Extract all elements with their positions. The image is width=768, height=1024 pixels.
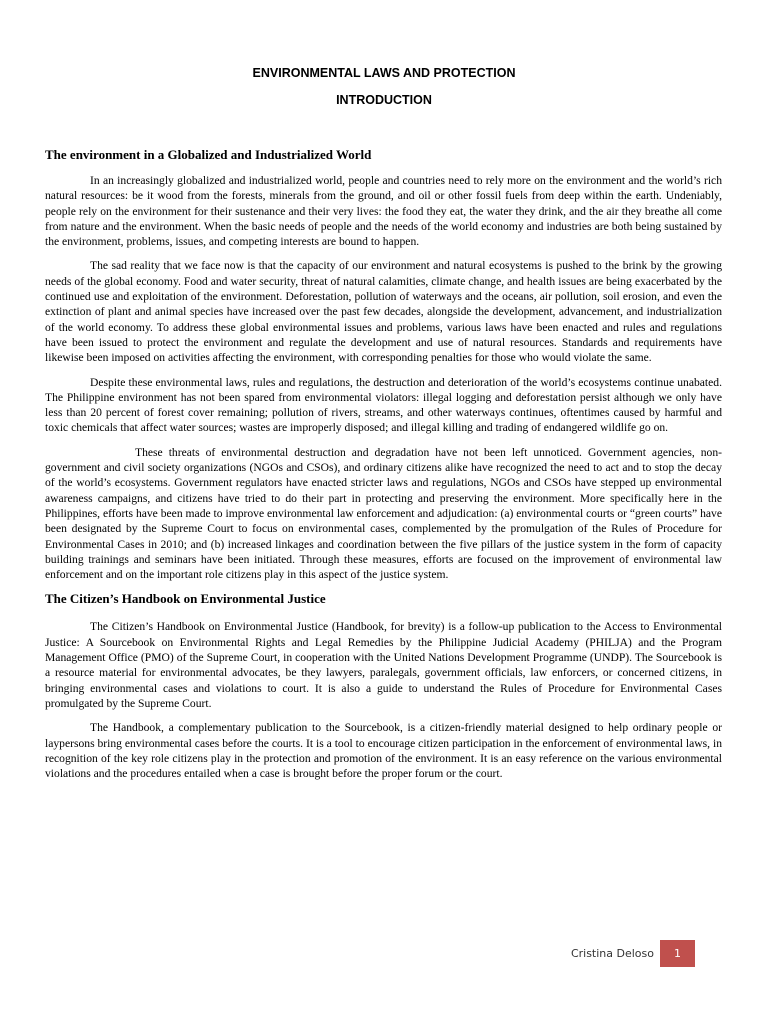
document-body <box>45 147 722 790</box>
section-heading: The Citizen’s Handbook on Environmental Justice <box>45 591 326 607</box>
footer-author: Cristina Deloso <box>570 947 654 960</box>
paragraph: The Handbook, a complementary publication to the Sourcebook, is a citizen-friendly material designed to help ordinary people or laypersons bring environmental cases before the courts. It is a tool to encourage citizen participation in the enforcement of environmental laws, in recognition of the key role citizens play in the protection and promotion of the environment. It is an easy reference on the various environmental violations and the procedures entailed when a case is brought before the proper forum or the court. <box>45 721 722 781</box>
paragraph: These threats of environmental destruction and degradation have not been left unnoticed. Government agencies, non-government and civil society organizations (NGOs and CSOs), and ordinary citizens alike have recognized the need to act and to stop the decay of the world’s ecosystems. Government regulators have enacted stricter laws and regulations, NGOs and CSOs have stepped up environmental awareness campaigns, and citizens have tried to do their part in protecting and preserving the environment. More specifically here in the Philippines, efforts have been made to improve environmental law enforcement and adjudication: (a) environmental courts or “green courts” have been designated by the Supreme Court to focus on environmental cases, complemented by the promulgation of the Rules of Procedure for Environmental Cases in 2010; and (b) increased linkages and coordination between the five pillars of the justice system in the form of capacity building trainings and seminars have been initiated. Through these measures, efforts are focused on the improvement of environmental law enforcement and on the important role citizens play in this aspect of the justice system. <box>45 445 722 582</box>
paragraph: In an increasingly globalized and industrialized world, people and countries need to rely more on the environment and the world’s rich natural resources: be it wood from the forests, minerals from the ground, and oil or other fossil fuels from deep within the earth. Undeniably, people rely on the environment for their sustenance and their very lives: the food they eat, the water they drink, and the air they breathe all come from nature and the environment. When the basic needs of people and the needs of the world economy and industries are both being sustained by the environment, problems, issues, and competing interests are bound to happen. <box>45 174 722 249</box>
paragraph: The sad reality that we face now is that the capacity of our environment and natural ecosystems is pushed to the brink by the growing needs of the global economy. Food and water security, threat of natural calamities, climate change, and health issues are being exacerbated by the continued use and exploitation of the environment. Deforestation, pollution of waterways and the oceans, air pollution, soil erosion, and even the extinction of plant and animal species have increased over the past few decades, alongside the development, advancement, and industrialization of the world economy. To address these global environmental issues and problems, various laws have been enacted and rules and regulations have been issued to protect the environment and regulate the development and use of natural resources. Standards and requirements have likewise been imposed on activities affecting the environment, with corresponding penalties for those who would violate the same. <box>45 259 722 365</box>
page-footer <box>571 940 695 967</box>
paragraph: Despite these environmental laws, rules and regulations, the destruction and deterioration of the world’s ecosystems continue unabated. The Philippine environment has not been spared from environmental violators: illegal logging and deforestation persist although we only have less than 20 percent of forest cover remaining; pollution of rivers, streams, and other waterways continues, oftentimes caused by harmful and toxic chemicals that affect water sources; wastes are improperly disposed; and illegal killing and trading of endangered wildlife go on. <box>45 375 722 435</box>
section-heading: The environment in a Globalized and Industrialized World <box>45 147 372 162</box>
page-number-badge: 1 <box>660 940 695 967</box>
document-title: ENVIRONMENTAL LAWS AND PROTECTION <box>252 66 516 80</box>
paragraph: The Citizen’s Handbook on Environmental Justice (Handbook, for brevity) is a follow-up publication to the Access to Environmental Justice: A Sourcebook on Environmental Rights and Legal Remedies by the Philippine Judicial Academy (PHILJA) and the Program Management Office (PMO) of the Supreme Court, in cooperation with the United Nations Development Programme (UNDP). The Sourcebook is a resource material for environmental advocates, be they lawyers, paralegals, government officials, law enforcers, or concerned citizens, in bringing environmental cases and violations to court. It is also a guide to understand the Rules of Procedure for Environmental Cases promulgated by the Supreme Court. <box>45 620 722 710</box>
document-subtitle: INTRODUCTION <box>336 93 432 107</box>
